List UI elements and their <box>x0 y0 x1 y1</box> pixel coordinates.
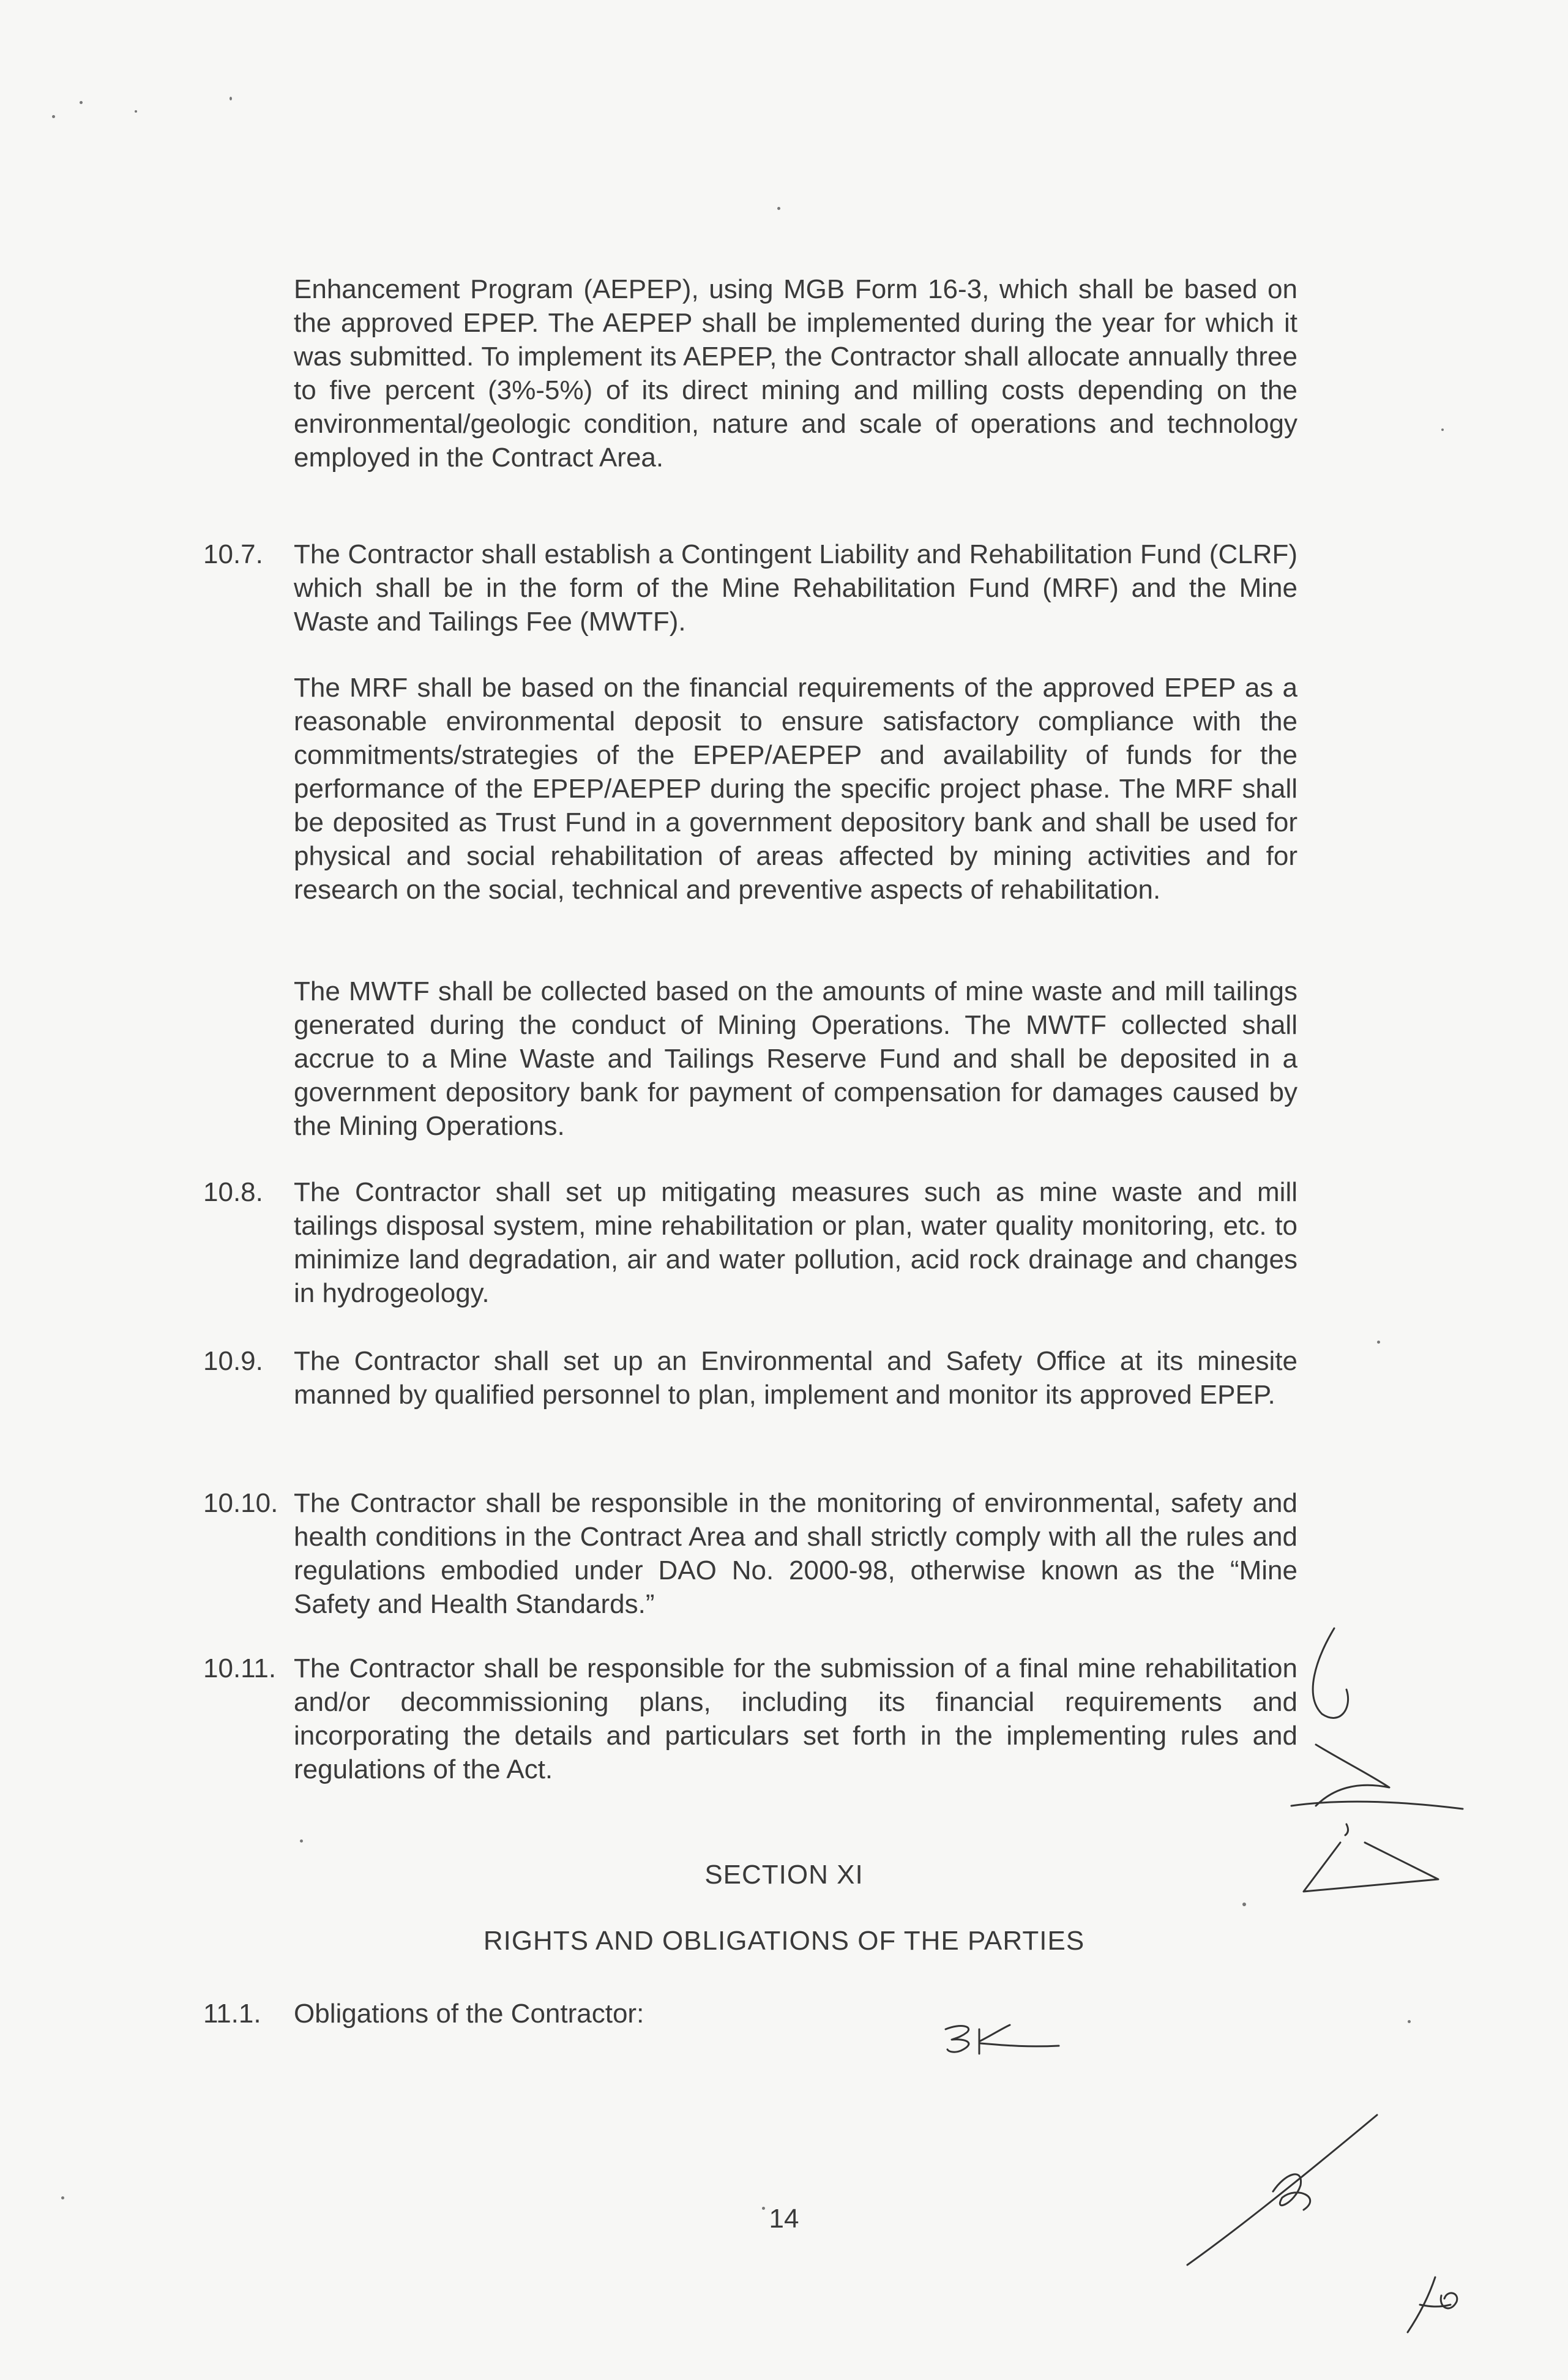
clause-paragraph: The Contractor shall establish a Contingent Liability and Rehabilitation Fund (CLRF) which shall be in the form of the Mine Rehabilitation Fund (MRF) and the Mine Waste and Tailings Fee (MWTF). <box>294 539 1297 637</box>
scan-speck <box>1441 428 1444 431</box>
clause-number: 10.11. <box>203 1653 277 1683</box>
subclause-number: 11.1. <box>203 1999 261 2029</box>
intro-paragraph: Enhancement Program (AEPEP), using MGB Form 16-3, which shall be based on the approved EPEP. The AEPEP shall be implemented during the year for which it was submitted. To implement its AEPEP, the Contractor shall allocate annually three to five percent (3%-5%) of its direct mining and milling costs depending on the environmental/geologic condition, nature and scale of operations and technology employed in the Contract Area. <box>294 274 1297 473</box>
handwritten-mark-icon <box>1402 2271 1469 2338</box>
clause-number: 10.9. <box>203 1346 263 1376</box>
section-subheading: RIGHTS AND OBLIGATIONS OF THE PARTIES <box>483 1926 1085 1956</box>
scan-speck <box>1242 1903 1246 1906</box>
handwritten-initials-icon <box>1279 1622 1475 1898</box>
handwritten-signature-icon <box>1181 2106 1383 2271</box>
clause-paragraph: The Contractor shall be responsible in the monitoring of environmental, safety and health conditions in the Contract Area and shall strictly comply with all the rules and regulations embodied under DAO No. 2000-98, otherwise known as the “Mine Safety and Health Standards.” <box>294 1488 1297 1619</box>
page-number: 14 <box>769 2204 799 2234</box>
scan-speck <box>135 110 137 113</box>
handwritten-initials-bk-icon <box>943 2014 1065 2063</box>
clause-number: 10.10. <box>203 1488 278 1518</box>
scan-speck <box>61 2196 64 2199</box>
scan-speck <box>52 115 55 118</box>
clause-paragraph: The Contractor shall set up mitigating measures such as mine waste and mill tailings disposal system, mine rehabilitation or plan, water quality monitoring, etc. to minimize land degradation, air and water pollution, acid rock drainage and changes in hydrogeology. <box>294 1177 1297 1308</box>
scan-speck <box>1408 2020 1411 2023</box>
scan-speck <box>777 207 780 210</box>
subclause-text: Obligations of the Contractor: <box>294 1999 644 2029</box>
scan-speck <box>80 101 83 104</box>
clause-paragraph: The MWTF shall be collected based on the amounts of mine waste and mill tailings generated during the conduct of Mining Operations. The MWTF collected shall accrue to a Mine Waste and Tailings Reserve Fund and shall be deposited in a government depository bank for payment of compensation for damages caused by the Mining Operations. <box>294 976 1297 1141</box>
section-heading: SECTION XI <box>704 1860 864 1890</box>
scan-speck <box>762 2207 765 2210</box>
scan-speck <box>1377 1341 1380 1344</box>
clause-number: 10.7. <box>203 539 263 569</box>
scan-speck <box>300 1839 303 1843</box>
clause-paragraph: The MRF shall be based on the financial requirements of the approved EPEP as a reasonable environmental deposit to ensure satisfactory compliance with the commitments/strategies of the EPEP/AEPEP and availability of funds for the performance of the EPEP/AEPEP during the specific project phase. The MRF shall be deposited as Trust Fund in a government depository bank and shall be used for physical and social rehabilitation of areas affected by mining activities and for research on the social, technical and preventive aspects of rehabilitation. <box>294 673 1297 905</box>
clause-paragraph: The Contractor shall be responsible for the submission of a final mine rehabilitation and/or decommissioning plans, including its financial requirements and incorporating the details and particulars set forth in the implementing rules and regulations of the Act. <box>294 1653 1297 1784</box>
scan-speck <box>230 97 232 100</box>
clause-number: 10.8. <box>203 1177 263 1207</box>
clause-paragraph: The Contractor shall set up an Environmental and Safety Office at its minesite manned by qualified personnel to plan, implement and monitor its approved EPEP. <box>294 1346 1297 1410</box>
